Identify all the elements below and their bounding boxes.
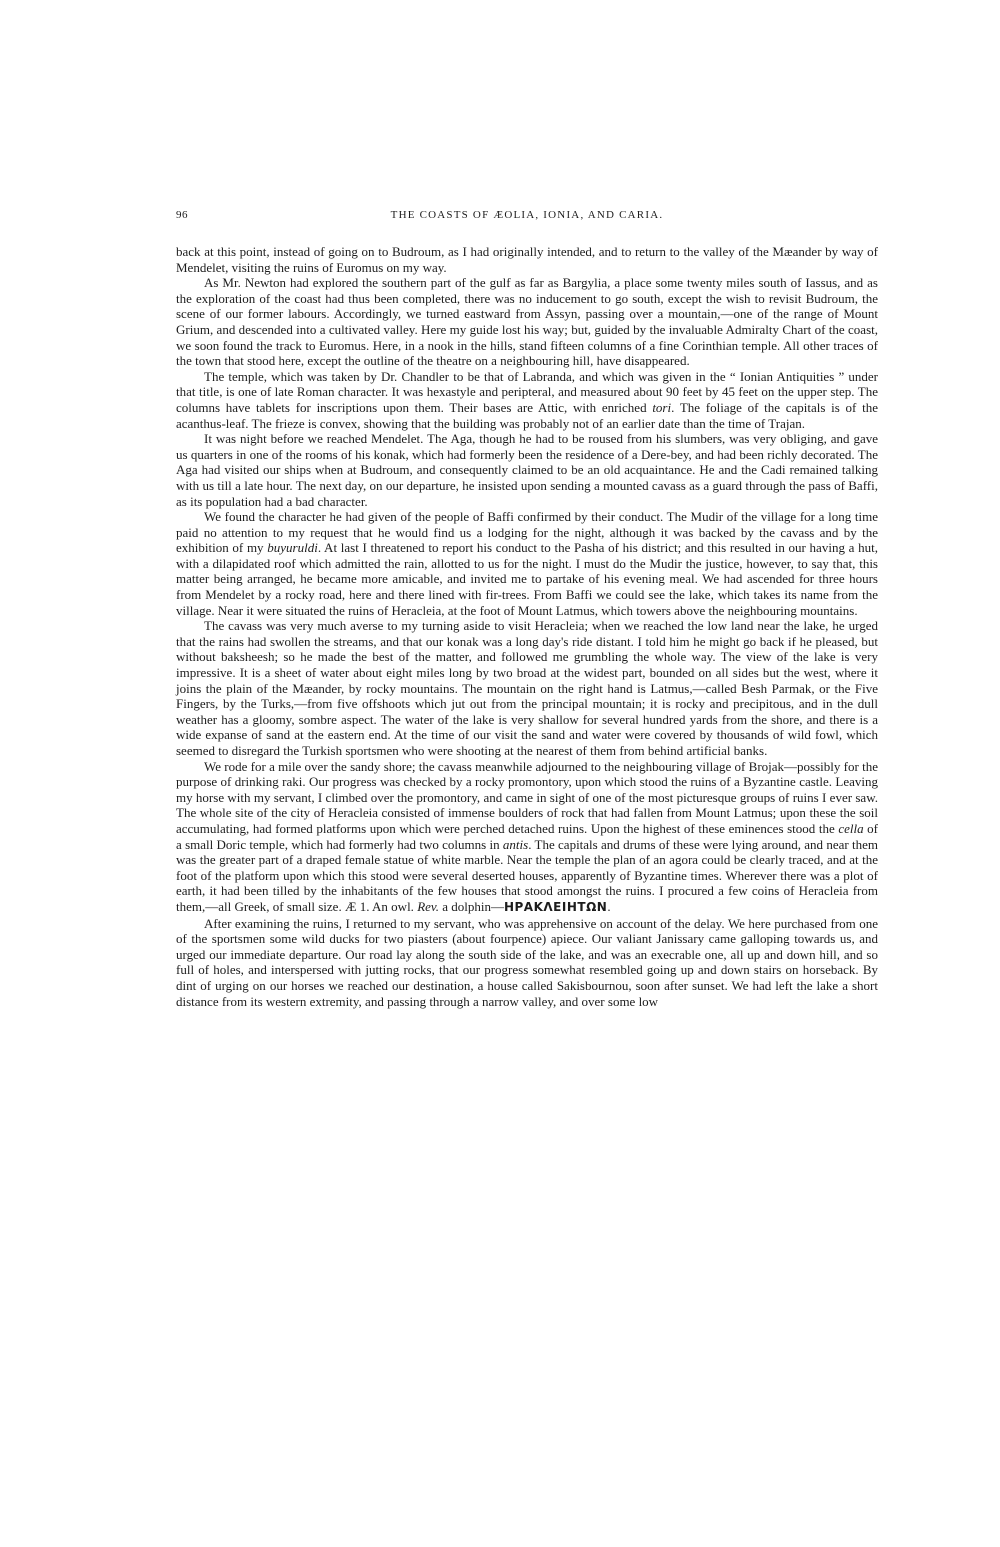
- paragraph: After examining the ruins, I returned to my servant, who was apprehensive on account of the delay. We here purchased from one of the sportsmen some wild ducks for two piasters (about fourpence) apiece. Our valiant Janissary came galloping towards us, and urged our immediate departure. Our road lay along the south side of the lake, and was an execrable one, all up and down hill, and so full of holes, and interspersed with jutting rocks, that our progress somewhat resembled going up and down stairs on horseback. By dint of urging on our horses we reached our destination, a house called Sakisbournou, soon after sunset. We had left the lake a short distance from its western extremity, and passing through a narrow valley, and over some low: [176, 915, 878, 1009]
- paragraph: As Mr. Newton had explored the southern part of the gulf as far as Bargylia, a place some twenty miles south of Iassus, and as the exploration of the coast had thus been completed, there was no inducement to go south, except the wish to revisit Budroum, the scene of our former labours. Accordingly, we turned eastward from Assyn, passing over a mountain,—one of the range of Mount Grium, and descended into a cultivated valley. Here my guide lost his way; but, guided by the invaluable Admiralty Chart of the coast, we soon found the track to Euromus. Here, in a nook in the hills, stand fifteen columns of a fine Corinthian temple. All other traces of the town that stood here, except the outline of the theatre on a neighbouring hill, have disappeared.: [176, 275, 878, 369]
- italic-term: antis: [502, 836, 529, 852]
- page-number: 96: [176, 209, 188, 221]
- italic-term: tori: [652, 399, 672, 415]
- paragraph: It was night before we reached Mendelet. The Aga, though he had to be roused from his slumbers, was very obliging, and gave us quarters in one of the rooms of his konak, which had formerly been the residence of a Dere-bey, and had been richly decorated. The Aga had visited our ships when at Budroum, and consequently claimed to be an old acquaintance. He and the Cadi remained talking with us till a late hour. The next day, on our departure, he insisted upon sending a mounted cavass as a guard through the pass of Baffi, as its population had a bad character.: [176, 431, 878, 509]
- page-header: [176, 209, 878, 229]
- italic-term: cella: [838, 820, 864, 836]
- paragraph: The temple, which was taken by Dr. Chandler to be that of Labranda, and which was given in the “ Ionian Antiquities ” under that title, is one of late Roman character. It was hexastyle and peripteral, and measured about 90 feet by 45 feet on the upper step. The columns have tablets for inscriptions upon them. Their bases are Attic, with enriched tori. The foliage of the capitals is of the acanthus-leaf. The frieze is convex, showing that the building was probably not of an earlier date than the time of Trajan.: [176, 368, 878, 431]
- paragraph: back at this point, instead of going on to Budroum, as I had originally intended, and to return to the valley of the Mæander by way of Mendelet, visiting the ruins of Euromus on my way.: [176, 244, 878, 275]
- paragraph: We rode for a mile over the sandy shore; the cavass meanwhile adjourned to the neighbouring village of Brojak—possibly for the purpose of drinking raki. Our progress was checked by a rocky promontory, upon which stood the ruins of a Byzantine castle. Leaving my horse with my servant, I climbed over the promontory, and came in sight of one of the most picturesque groups of ruins I ever saw. The whole site of the city of Heracleia consisted of immense boulders of rock that had fallen from Mount Latmus; upon these the soil accumulating, had formed platforms upon which were perched detached ruins. Upon the highest of these eminences stood the cella of a small Doric temple, which had formerly had two columns in antis. The capitals and drums of these were lying around, and near them was the greater part of a draped female statue of white marble. Near the temple the plan of an agora could be clearly traced, and at the foot of the platform upon which this stood were several deserted houses, apparently of Byzantine times. Wherever there was a plot of earth, it had been tilled by the inhabitants of the few houses that stood amongst the ruins. I procured a few coins of Heracleia from them,—all Greek, of small size. Æ 1. An owl. Rev. a dolphin—ΗΡΑΚΛΕΙΗΤΩΝ.: [176, 758, 878, 914]
- italic-term: buyuruldi: [267, 540, 318, 556]
- paragraph: The cavass was very much averse to my turning aside to visit Heracleia; when we reached the low land near the lake, he urged that the rains had swollen the streams, and that our konak was a long day's ride distant. I told him he might go back if he pleased, but without baksheesh; so he made the best of the matter, and followed me grumbling the whole way. The view of the lake is very impressive. It is a sheet of water about eight miles long by two broad at the widest part, bounded on all sides but the west, where it joins the plain of the Mæander, by rocky mountains. The mountain on the right hand is Latmus,—called Besh Parmak, or the Five Fingers, by the Turks,—from five offshoots which jut out from the principal mountain; it is rocky and precipitous, and in the dull weather has a gloomy, sombre aspect. The water of the lake is very shallow for several hundred yards from the shore, and there is a wide expanse of sand at the eastern end. At the time of our visit the sand and water were covered by thousands of wild fowl, which seemed to disregard the Turkish sportsmen who were shooting at the nearest of them from behind artificial banks.: [176, 618, 878, 758]
- running-title: THE COASTS OF ÆOLIA, IONIA, AND CARIA.: [390, 209, 664, 221]
- italic-term: Rev.: [417, 898, 439, 914]
- greek-inscription: ΗΡΑΚΛΕΙΗΤΩΝ: [503, 899, 608, 914]
- body-text: [176, 244, 878, 1009]
- paragraph: We found the character he had given of the people of Baffi confirmed by their conduct. The Mudir of the village for a long time paid no attention to my request that he would find us a lodging for the night, although it was backed by the cavass and by the exhibition of my buyuruldi. At last I threatened to report his conduct to the Pasha of his district; and this resulted in our having a hut, with a dilapidated roof which admitted the rain, allotted to us for the night. I must do the Mudir the justice, however, to say that, this matter being arranged, he became more amicable, and invited me to partake of his evening meal. We had ascended for three hours from Mendelet by a rocky road, here and there lined with fir-trees. From Baffi we could see the lake, which takes its name from the village. Near it were situated the ruins of Heracleia, at the foot of Mount Latmus, which towers above the neighbouring mountains.: [176, 509, 878, 618]
